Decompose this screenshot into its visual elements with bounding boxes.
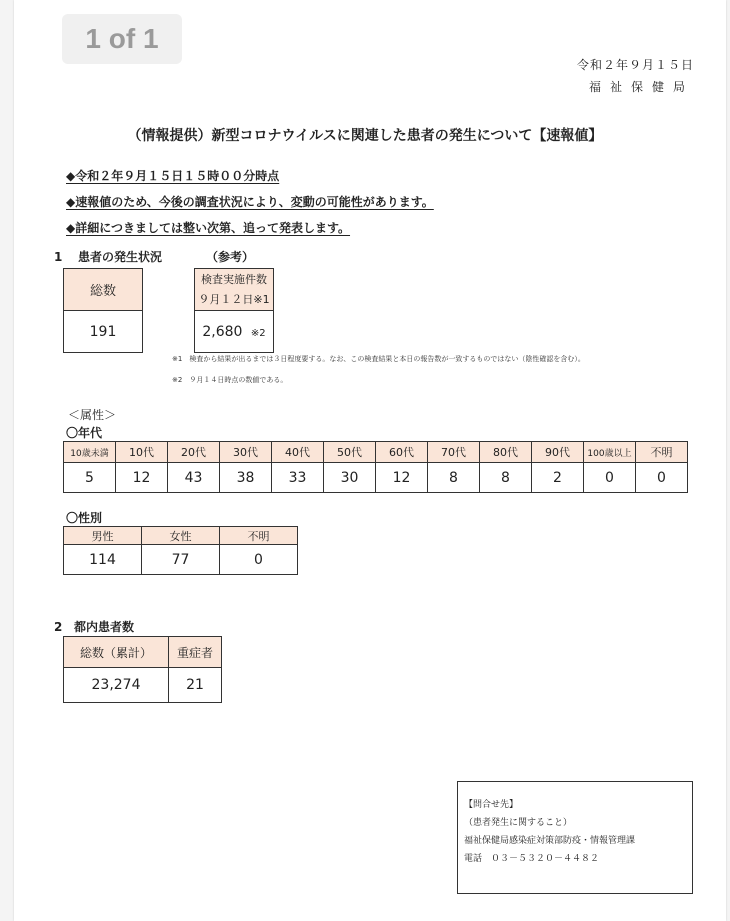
age-value-cell: 8 xyxy=(428,463,480,493)
reference-label: （参考） xyxy=(206,250,255,264)
issue-date: 令和２年９月１５日 xyxy=(576,58,694,72)
sex-header-row xyxy=(64,527,298,545)
age-value-cell: 0 xyxy=(636,463,688,493)
age-value-row xyxy=(64,463,688,493)
total-value: 191 xyxy=(64,311,143,353)
age-header-cell: 100歳以上 xyxy=(584,442,636,463)
page-indicator: 1 of 1 xyxy=(62,14,182,64)
age-label: 〇年代 xyxy=(66,426,103,440)
age-header-cell: 40代 xyxy=(272,442,324,463)
age-header-cell: 70代 xyxy=(428,442,480,463)
age-value-cell: 12 xyxy=(376,463,428,493)
footnote-1: ※1 検査から結果が出るまでは３日程度要する。なお、この検査結果と本日の報告数が一致するものではない（陰性確認を含む）。 xyxy=(172,355,585,363)
age-header-cell: 30代 xyxy=(220,442,272,463)
sex-header-cell: 不明 xyxy=(220,527,298,545)
tests-header-line1: 検査実施件数 xyxy=(201,272,267,286)
age-header-cell: 80代 xyxy=(480,442,532,463)
section-1-number: 1 xyxy=(54,250,63,264)
age-value-cell: 43 xyxy=(168,463,220,493)
attributes-label: ＜属性＞ xyxy=(68,408,117,422)
severe-value: 21 xyxy=(169,668,222,703)
cumulative-header: 総数（累計） xyxy=(64,637,169,668)
sex-value-row xyxy=(64,545,298,575)
age-header-row xyxy=(64,442,688,463)
tests-value: 2,680 xyxy=(202,323,243,340)
age-value-cell: 8 xyxy=(480,463,532,493)
sex-value-cell: 77 xyxy=(142,545,220,575)
section-2-number: 2 xyxy=(54,620,63,634)
age-header-cell: 50代 xyxy=(324,442,376,463)
tests-table xyxy=(194,268,274,353)
metro-patients-table xyxy=(63,636,222,703)
bullet-timepoint: ◆令和２年９月１５日１５時００分時点 xyxy=(66,169,280,183)
tests-header xyxy=(195,269,274,311)
total-header: 総数 xyxy=(64,269,143,311)
age-header-cell: 10代 xyxy=(116,442,168,463)
age-value-cell: 30 xyxy=(324,463,376,493)
sex-label: 〇性別 xyxy=(66,511,103,525)
date-block xyxy=(577,54,694,98)
age-value-cell: 5 xyxy=(64,463,116,493)
age-value-cell: 2 xyxy=(532,463,584,493)
issuing-bureau: 福祉保健局 xyxy=(588,80,694,94)
age-table xyxy=(63,441,688,493)
contact-phone: 電話 ０３－５３２０－４４８２ xyxy=(464,854,600,864)
section-2-label: 都内患者数 xyxy=(74,620,135,634)
contact-box xyxy=(457,781,693,894)
contact-subject: （患者発生に関すること） xyxy=(464,818,573,828)
sex-header-cell: 女性 xyxy=(142,527,220,545)
patient-total-table xyxy=(63,268,143,353)
contact-department: 福祉保健局感染症対策部防疫・情報管理課 xyxy=(464,836,636,846)
bullet-list xyxy=(66,163,434,241)
sex-value-cell: 114 xyxy=(64,545,142,575)
age-value-cell: 0 xyxy=(584,463,636,493)
section-1-heading xyxy=(54,248,162,265)
age-value-cell: 38 xyxy=(220,463,272,493)
bullet-details: ◆詳細につきましては整い次第、追って発表します。 xyxy=(66,221,351,235)
cumulative-value: 23,274 xyxy=(64,668,169,703)
severe-header: 重症者 xyxy=(169,637,222,668)
age-header-cell: 60代 xyxy=(376,442,428,463)
tests-value-cell xyxy=(195,311,274,353)
tests-header-line2: ９月１２日※1 xyxy=(198,292,270,306)
section-2-heading xyxy=(54,618,134,635)
age-header-cell: 20代 xyxy=(168,442,220,463)
age-value-cell: 12 xyxy=(116,463,168,493)
contact-heading: 【問合せ先】 xyxy=(464,800,519,810)
sex-header-cell: 男性 xyxy=(64,527,142,545)
sex-value-cell: 0 xyxy=(220,545,298,575)
age-header-cell: 90代 xyxy=(532,442,584,463)
footnote-2: ※2 ９月１４日時点の数値である。 xyxy=(172,376,288,384)
bullet-preliminary: ◆速報値のため、今後の調査状況により、変動の可能性があります。 xyxy=(66,195,434,209)
age-header-cell: 不明 xyxy=(636,442,688,463)
tests-value-note: ※2 xyxy=(250,327,266,339)
sex-table xyxy=(63,526,298,575)
document-title: （情報提供）新型コロナウイルスに関連した患者の発生について【速報値】 xyxy=(127,128,603,144)
age-header-cell: 10歳未満 xyxy=(64,442,116,463)
section-1-label: 患者の発生状況 xyxy=(78,250,163,264)
age-value-cell: 33 xyxy=(272,463,324,493)
